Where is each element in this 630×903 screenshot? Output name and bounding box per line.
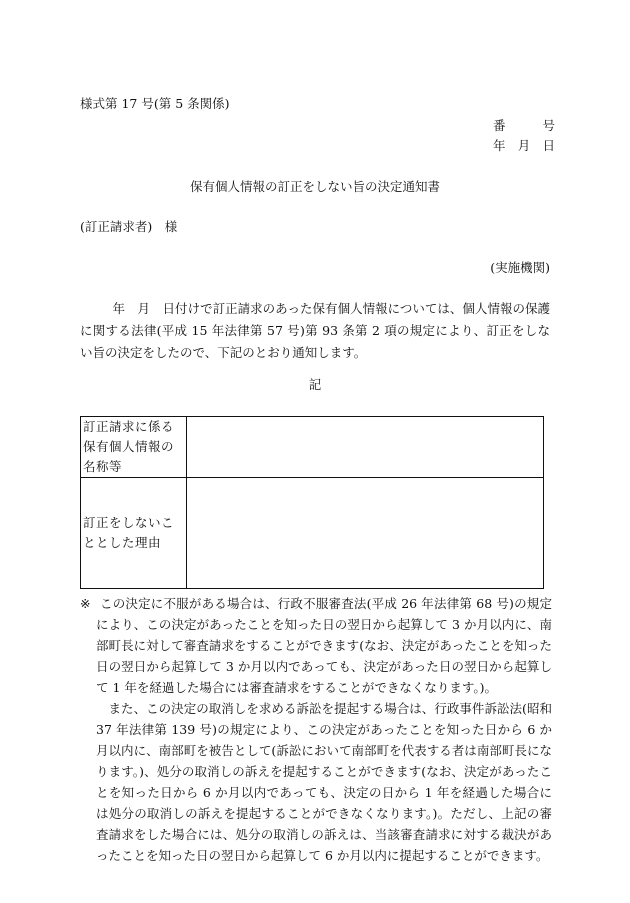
row-label-reason: 訂正をしないこととした理由	[81, 478, 187, 589]
row-label-info-name: 訂正請求に係る保有個人情報の名称等	[81, 417, 187, 478]
note-paragraph-appeal	[80, 593, 552, 698]
notice-body: 年 月 日付けで訂正請求のあった保有個人情報については、個人情報の保護に関する法律(平成 15 年法律第 57 号)第 93 条第 2 項の規定により、訂正をしない旨の決定をしたので、下記のとおり通知します。	[80, 301, 550, 360]
issuing-agency: (実施機関)	[490, 260, 550, 275]
row-value-info-name	[187, 417, 544, 478]
note-mark: ※	[80, 596, 91, 611]
note-text-appeal: この決定に不服がある場合は、行政不服審査法(平成 26 年法律第 68 号)の規定により、この決定があったことを知った日の翌日から起算して 3 か月以内に、南部町長に対して審査請求をすることができます(なお、決定があったことを知った日の翌日から起算して 3 か月以内であっても、決定があった日の翌日から起算して 1 年を経過した場合には審査請求をすることができなくなります。)。	[96, 596, 552, 695]
date-line	[493, 140, 555, 153]
date-month: 月	[517, 138, 531, 153]
document-number-line	[493, 120, 555, 133]
ki-heading: 記	[308, 377, 322, 392]
table-row	[81, 417, 544, 478]
number-label-left: 番	[493, 118, 506, 133]
date-day: 日	[542, 138, 555, 153]
addressee: (訂正請求者) 様	[80, 219, 178, 234]
note-paragraph-lawsuit: また、この決定の取消しを求める訴訟を提起する場合は、行政事件訴訟法(昭和 37 年法律第 139 号)の規定により、この決定があったことを知った日から 6 か月以内に、南部町を被告として(訴訟において南部町を代表する者は南部町長になります。)、処分の取消しの訴えを提起することができます(なお、決定があったことを知った日から 6 か月以内であっても、決定の日から 1 年を経過した場合には処分の取消しの訴えを提起することができなくなります。)。ただし、上記の審査請求をした場合には、処分の取消しの訴えは、当該審査請求に対する裁決があったことを知った日の翌日から起算して 6 か月以内に提起することができます。	[96, 701, 552, 863]
decision-table	[80, 416, 544, 589]
number-label-right: 号	[542, 118, 555, 133]
appeal-notes	[80, 593, 552, 866]
form-number: 様式第 17 号(第 5 条関係)	[80, 96, 230, 111]
date-year: 年	[493, 138, 506, 153]
document-title: 保有個人情報の訂正をしない旨の決定通知書	[189, 179, 440, 194]
row-value-reason	[187, 478, 544, 589]
table-row	[81, 478, 544, 589]
